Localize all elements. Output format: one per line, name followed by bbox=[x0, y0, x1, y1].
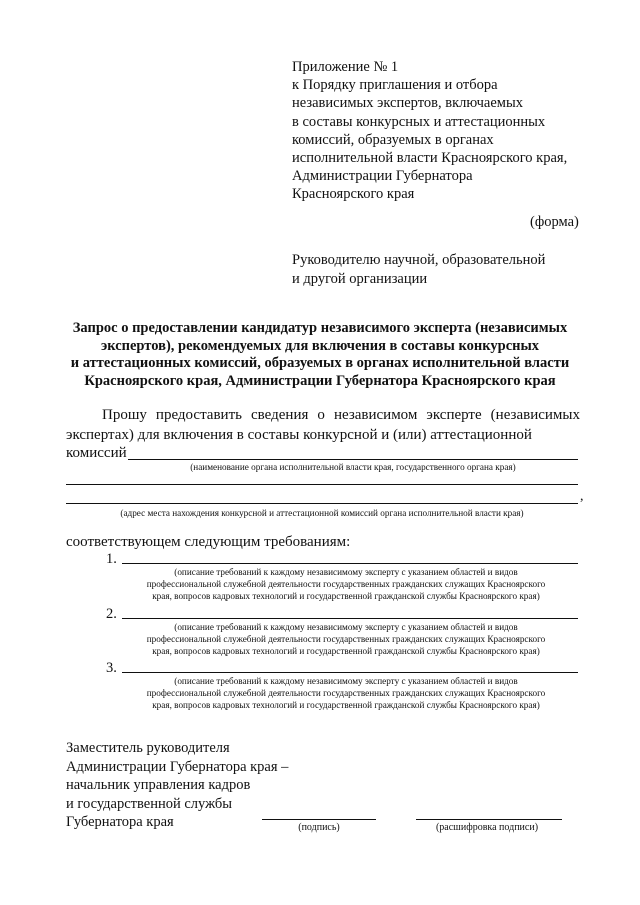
commission-address-field[interactable] bbox=[66, 503, 578, 504]
caption-line: (описание требований к каждому независимому эксперту с указанием областей и видов bbox=[174, 676, 518, 686]
form-label: (форма) bbox=[530, 214, 579, 230]
title-line: экспертов), рекомендуемых для включения в составы конкурсных bbox=[100, 337, 540, 354]
requirement-caption bbox=[106, 566, 586, 603]
org-name-field-continued[interactable] bbox=[66, 484, 578, 485]
appendix-header bbox=[292, 58, 567, 204]
title-line: Красноярского края, Администрации Губернатора Красноярского края bbox=[84, 372, 556, 389]
appendix-line: исполнительной власти Красноярского края, bbox=[292, 150, 568, 167]
appendix-line: независимых экспертов, включаемых bbox=[292, 95, 523, 112]
signatory-line: и государственной службы bbox=[66, 795, 233, 812]
requirement-caption bbox=[106, 675, 586, 712]
addressee-line: и другой организации bbox=[292, 270, 428, 287]
org-name-caption: (наименование органа исполнительной власти края, государственного органа края) bbox=[190, 462, 516, 472]
addressee-line: Руководителю научной, образовательной bbox=[292, 252, 546, 268]
signature-decode-field[interactable] bbox=[416, 819, 562, 820]
commission-word: комиссий bbox=[66, 445, 127, 461]
requirements-intro: соответствующем следующим требованиям: bbox=[66, 534, 351, 550]
appendix-line: Администрации Губернатора bbox=[292, 168, 473, 185]
signatory-line: Губернатора края bbox=[66, 814, 174, 830]
appendix-line: Приложение № 1 bbox=[292, 59, 399, 75]
signatory-line: Администрации Губернатора края – bbox=[66, 758, 289, 775]
title-line: и аттестационных комиссий, образуемых в органах исполнительной власти bbox=[70, 355, 570, 372]
title-line: Запрос о предоставлении кандидатур независимого эксперта (независимых bbox=[72, 320, 568, 336]
appendix-line: в составы конкурсных и аттестационных bbox=[292, 113, 546, 130]
caption-line: (описание требований к каждому независимому эксперту с указанием областей и видов bbox=[174, 622, 518, 632]
comma: , bbox=[580, 489, 584, 504]
commission-address-caption: (адрес места нахождения конкурсной и аттестационной комиссий органа исполнительной власти края) bbox=[120, 508, 524, 518]
caption-line: профессиональной служебной деятельности государственных гражданских служащих Красноярского bbox=[146, 579, 546, 590]
caption-line: края, вопросов кадровых технологий и государственной гражданской службы Красноярского края) bbox=[152, 646, 540, 657]
signatory-line: Заместитель руководителя bbox=[66, 740, 230, 756]
org-name-field[interactable] bbox=[128, 459, 578, 460]
addressee bbox=[292, 251, 545, 288]
requirement-number: 2. bbox=[106, 606, 117, 622]
requirement-number: 1. bbox=[106, 551, 117, 567]
signatory-title bbox=[66, 739, 288, 832]
requirement-field[interactable] bbox=[122, 563, 578, 564]
signature-field[interactable] bbox=[262, 819, 376, 820]
caption-line: края, вопросов кадровых технологий и государственной гражданской службы Красноярского края) bbox=[152, 700, 540, 711]
requirement-caption bbox=[106, 621, 586, 658]
caption-line: (описание требований к каждому независимому эксперту с указанием областей и видов bbox=[174, 567, 518, 577]
caption-line: края, вопросов кадровых технологий и государственной гражданской службы Красноярского края) bbox=[152, 591, 540, 602]
requirement-field[interactable] bbox=[122, 618, 578, 619]
caption-line: профессиональной служебной деятельности государственных гражданских служащих Красноярского bbox=[146, 634, 546, 645]
appendix-line: к Порядку приглашения и отбора bbox=[292, 77, 498, 94]
document-title bbox=[40, 320, 600, 390]
signature-caption: (подпись) bbox=[298, 822, 340, 833]
appendix-line: Красноярского края bbox=[292, 186, 415, 203]
appendix-line: комиссий, образуемых в органах bbox=[292, 131, 494, 148]
request-paragraph: Прошу предоставить сведения о независимом эксперте (независимых экспертах) для включения в составы конкурсной и (или) аттестационной bbox=[66, 407, 580, 443]
requirement-field[interactable] bbox=[122, 672, 578, 673]
signatory-line: начальник управления кадров bbox=[66, 777, 251, 793]
requirement-number: 3. bbox=[106, 660, 117, 676]
signature-decode-caption: (расшифровка подписи) bbox=[435, 822, 539, 833]
caption-line: профессиональной служебной деятельности государственных гражданских служащих Красноярского bbox=[146, 688, 546, 699]
